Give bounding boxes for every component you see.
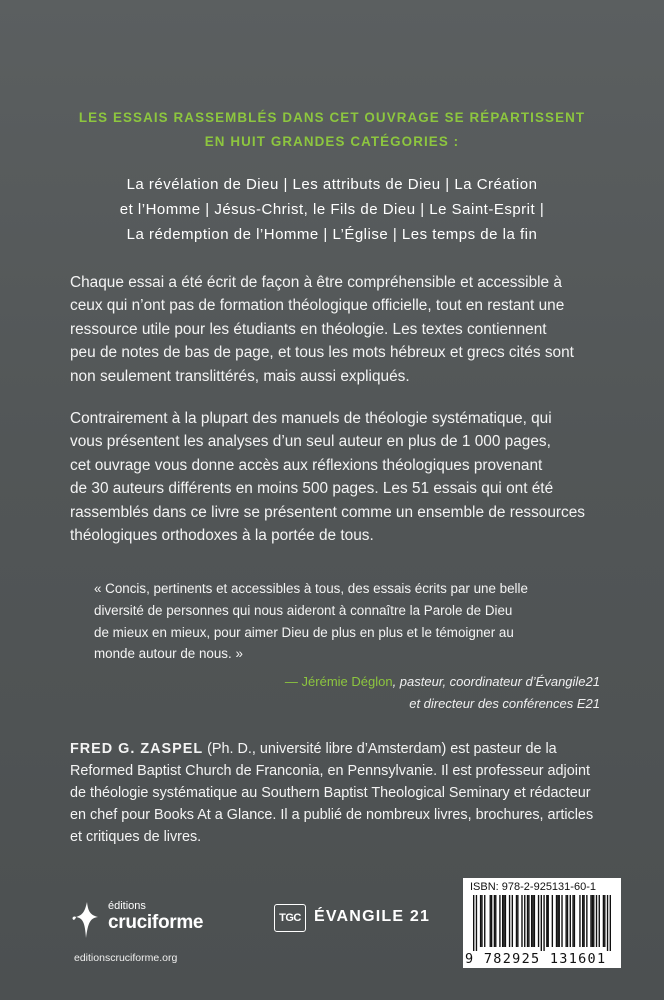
paragraph-line: ressource utile pour les étudiants en théologie. Les textes contiennent — [70, 320, 547, 338]
publisher-website: editionscruciforme.org — [74, 952, 178, 964]
categories-line: La rédemption de l’Homme | L’Église | Les temps de la fin — [126, 226, 538, 243]
barcode-bar — [607, 895, 608, 951]
barcode-bar — [502, 895, 503, 947]
quote-attribution — [285, 671, 600, 714]
barcode-bar — [509, 895, 510, 947]
barcode-bar — [593, 895, 594, 947]
barcode-bar — [556, 895, 557, 947]
paragraph-line: Chaque essai a été écrit de façon à être compréhensible et accessible à — [70, 274, 562, 291]
barcode-bar — [531, 895, 532, 947]
barcode-bar — [548, 895, 549, 947]
endorser-role: , pasteur, coordinateur d’Évangile21 — [392, 674, 600, 689]
barcode-bar — [512, 895, 513, 947]
barcode-bar — [570, 895, 571, 947]
author-name: FRED G. ZASPEL — [70, 741, 204, 757]
heading-line: EN HUIT GRANDES CATÉGORIES : — [204, 134, 460, 149]
barcode-bar — [521, 895, 522, 947]
barcode-bar — [599, 895, 600, 947]
barcode-bar — [579, 895, 580, 947]
barcode-bar — [517, 895, 518, 947]
paragraph-line: peu de notes de bas de page, et tous les mots hébreux et grecs cités sont — [70, 344, 574, 362]
barcode-bar — [565, 895, 566, 947]
barcode-bar — [505, 895, 506, 947]
barcode-bar — [476, 895, 477, 951]
bio-line: Reformed Baptist Church de Franconia, en Pennsylvanie. Il est professeur adjoint — [70, 763, 590, 779]
barcode-bar — [586, 895, 587, 947]
quote-line: monde autour de nous. » — [94, 646, 243, 662]
endorser-name: — Jérémie Déglon — [284, 674, 393, 689]
barcode-bar — [572, 895, 573, 947]
barcode-bar — [524, 895, 525, 947]
paragraph-line: vous présentent les analyses d’un seul auteur en plus de 1 000 pages, — [70, 433, 551, 451]
barcode-bar — [610, 895, 611, 951]
bio-line: et critiques de livres. — [70, 829, 202, 845]
barcode-bar — [592, 895, 593, 947]
barcode-bar — [559, 895, 560, 947]
paragraph-line: théologiques orthodoxes à la portée de tous. — [70, 527, 374, 545]
barcode-bar — [546, 895, 547, 947]
endorsement-quote — [94, 578, 594, 665]
publisher-editions-label: éditions — [108, 900, 146, 912]
paragraph-line: de 30 auteurs différents en moins 500 pages. Les 51 essais qui ont été — [70, 480, 554, 498]
author-bio — [70, 738, 600, 848]
barcode-bar — [484, 895, 485, 947]
categories-heading — [60, 106, 604, 154]
barcode-bar — [490, 895, 491, 947]
barcode-bar — [538, 895, 539, 947]
barcode-bar — [582, 895, 583, 947]
quote-line: « Concis, pertinents et accessibles à tous, des essais écrits par une belle — [94, 581, 528, 596]
paragraph-line: ceux qui n’ont pas de formation théologique officielle, tout en restant une — [70, 297, 565, 315]
categories-line: La révélation de Dieu | Les attributs de Dieu | La Création — [126, 176, 538, 193]
quote-line: diversité de personnes qui nous aideront à connaître la Parole de Dieu — [94, 602, 513, 618]
barcode-bar — [541, 895, 542, 951]
barcode-bar — [596, 895, 597, 947]
quote-line: de mieux en mieux, pour aimer Dieu de plus en plus et le témoigner au — [94, 624, 514, 640]
barcode-bar — [495, 895, 496, 947]
barcode-bar — [561, 895, 562, 947]
barcode-bar — [528, 895, 529, 947]
barcode — [469, 895, 615, 951]
barcode-bar — [516, 895, 517, 947]
endorser-role-line2: et directeur des conférences E21 — [409, 695, 600, 711]
bio-line: de théologie systématique au Southern Baptist Theological Seminary et rédacteur — [70, 785, 591, 801]
description-paragraph-1 — [70, 271, 600, 388]
paragraph-line: non seulement translittérés, mais aussi expliqués. — [70, 367, 410, 385]
paragraph-line: cet ouvrage vous donne accès aux réflexions théologiques provenant — [70, 456, 543, 474]
barcode-digits: 9 782925 131601 — [465, 951, 607, 967]
isbn-barcode-block — [463, 878, 621, 968]
categories-list — [40, 172, 624, 247]
barcode-bar — [473, 895, 474, 951]
heading-line: LES ESSAIS RASSEMBLÉS DANS CET OUVRAGE SE RÉPARTISSENT — [78, 110, 586, 125]
barcode-bar — [534, 895, 535, 947]
barcode-bar — [567, 895, 568, 947]
paragraph-line: rassemblés dans ce livre se présentent comme un ensemble de ressources — [70, 503, 585, 521]
barcode-bar — [583, 895, 584, 947]
barcode-bar — [557, 895, 558, 947]
publisher-logo — [66, 895, 226, 945]
tgc-logo: TGC — [274, 904, 306, 932]
categories-line: et l’Homme | Jésus-Christ, le Fils de Dieu | Le Saint-Esprit | — [119, 201, 545, 218]
description-paragraph-2 — [70, 407, 600, 547]
barcode-bar — [590, 895, 591, 947]
partner-name: ÉVANGILE 21 — [314, 908, 431, 925]
barcode-bar — [499, 895, 500, 947]
barcode-bar — [481, 895, 482, 947]
barcode-bar — [503, 895, 504, 947]
publisher-brand: cruciforme — [108, 912, 204, 933]
bio-line: (Ph. D., université libre d’Amsterdam) est pasteur de la — [203, 741, 557, 757]
barcode-bar — [543, 895, 544, 951]
barcode-bar — [480, 895, 481, 947]
bio-line: en chef pour Books At a Glance. Il a publié de nombreux livres, brochures, articles — [70, 807, 594, 823]
barcode-bar — [532, 895, 533, 947]
cross-icon — [70, 901, 104, 939]
barcode-bar — [527, 895, 528, 947]
barcode-bar — [494, 895, 495, 947]
barcode-bar — [491, 895, 492, 947]
barcode-bar — [604, 895, 605, 947]
barcode-bar — [552, 895, 553, 947]
paragraph-line: Contrairement à la plupart des manuels de théologie systématique, qui — [70, 410, 552, 427]
barcode-bar — [574, 895, 575, 947]
barcode-bar — [603, 895, 604, 947]
isbn-label: ISBN: 978-2-925131-60-1 — [470, 881, 596, 893]
